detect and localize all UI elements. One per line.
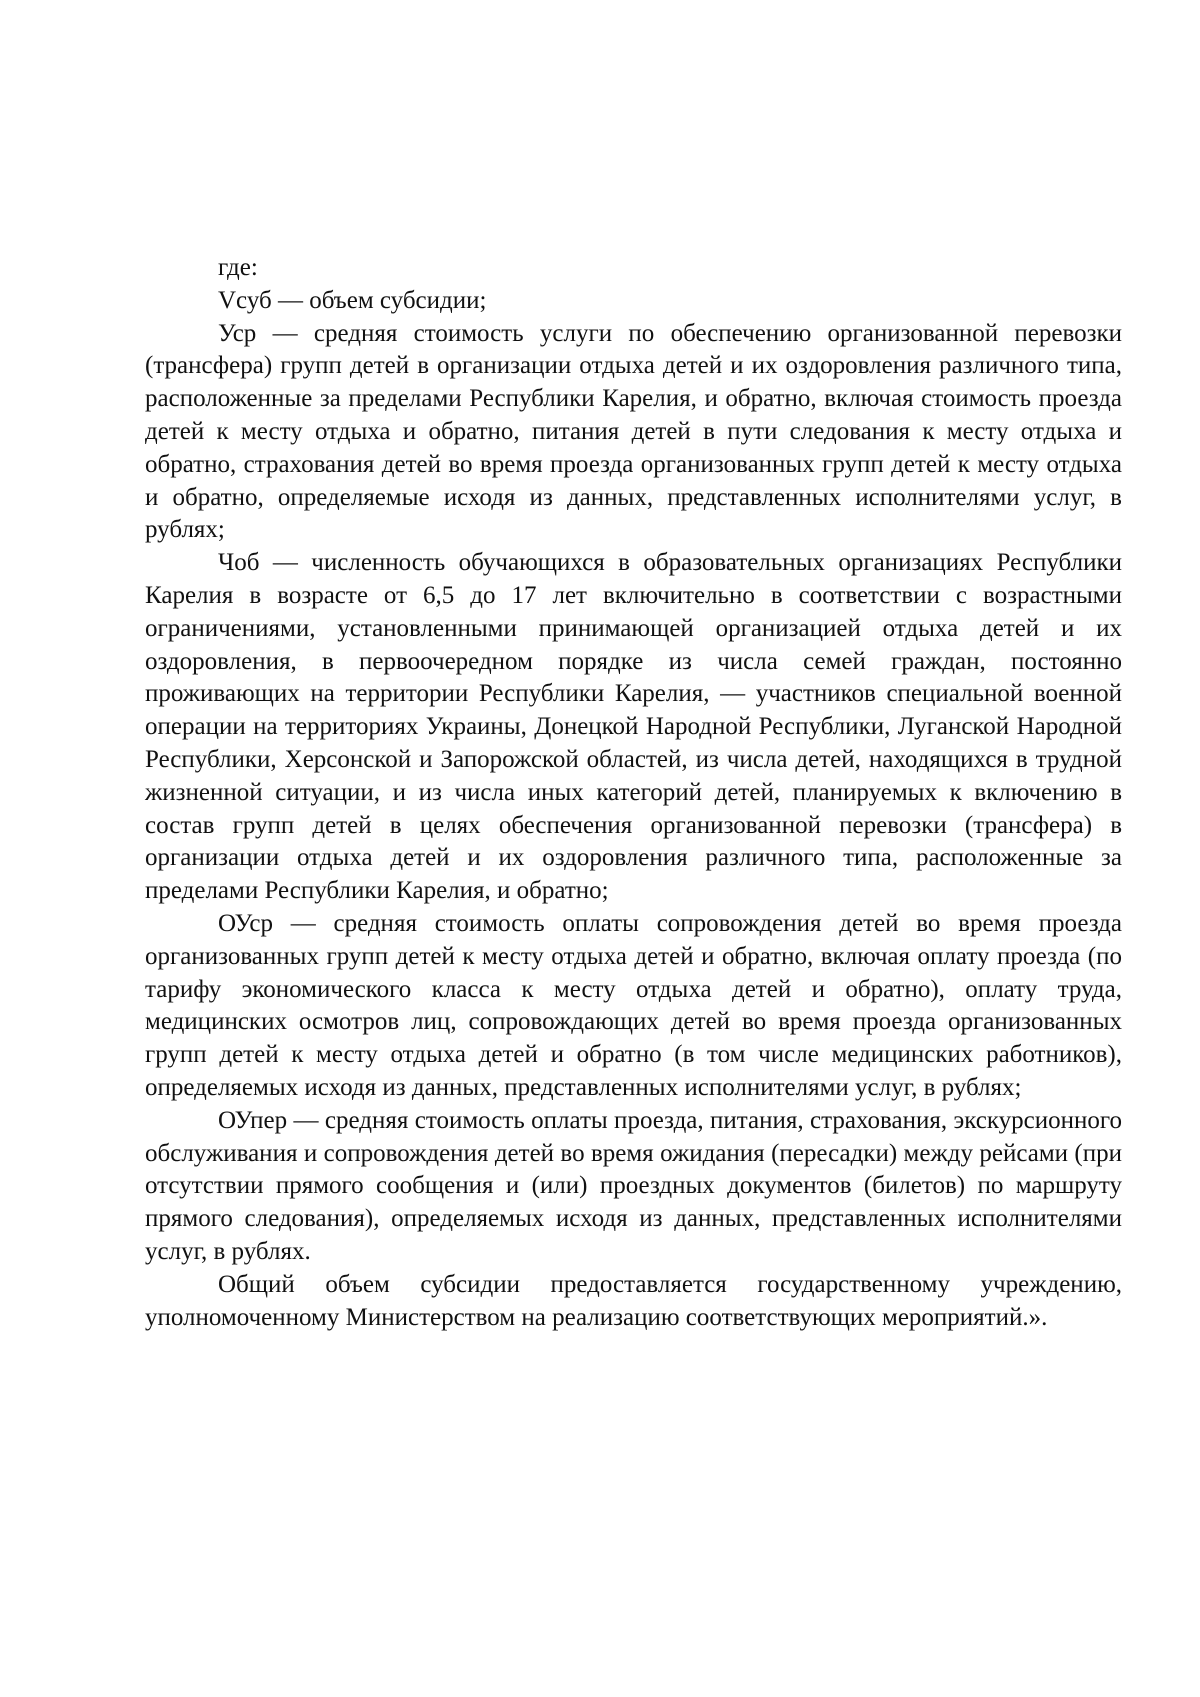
paragraph-where: где: [218,254,258,281]
paragraph-ousr-definition: ОУср — средняя стоимость оплаты сопровождения детей во время проезда организованных групп детей к месту отдыха детей и обратно, включая оплату проезда (по тарифу экономического класса к месту отдыха детей и обратно), оплату труда, медицинских осмотров лиц, сопровождающих детей во время проезда организованных групп детей к месту отдыха детей и обратно (в том числе медицинских работников), определяемых исходя из данных, представленных исполнителями услуг, в рублях; [145,909,1122,1101]
paragraph-vsub-definition: Vсуб — объем субсидии; [218,286,487,314]
paragraph-chob-definition: Чоб — численность обучающихся в образовательных организациях Республики Карелия в возрасте от 6,5 до 17 лет включительно в соответствии с возрастными ограничениями, установленными принимающей организацией отдыха детей и их оздоровления, в первоочередном порядке из числа семей граждан, постоянно проживающих на территории Республики Карелия, — участников специальной военной операции на территориях Украины, Донецкой Народной Республики, Луганской Народной Республики, Херсонской и Запорожской областей, из числа детей, находящихся в трудной жизненной ситуации, и из числа иных категорий детей, планируемых к включению в состав групп детей в целях обеспечения организованной перевозки (трансфера) в организации отдыха детей и их оздоровления различного типа, расположенные за пределами Республики Карелия, и обратно; [145,549,1122,905]
paragraph-total-subsidy: Общий объем субсидии предоставляется государственному учреждению, уполномоченному Министерством на реализацию соответствующих мероприятий.». [145,1270,1122,1331]
document-body [145,252,1122,1334]
paragraph-usr-definition: Уср — средняя стоимость услуги по обеспечению организованной перевозки (трансфера) групп детей в организации отдыха детей и их оздоровления различного типа, расположенные за пределами Республики Карелия, и обратно, включая стоимость проезда детей к месту отдыха и обратно, питания детей в пути следования к месту отдыха и обратно, страхования детей во время проезда организованных групп детей к месту отдыха и обратно, определяемые исходя из данных, представленных исполнителями услуг, в рублях; [145,319,1122,544]
paragraph-ouper-definition: ОУпер — средняя стоимость оплаты проезда, питания, страхования, экскурсионного обслуживания и сопровождения детей во время ожидания (пересадки) между рейсами (при отсутствии прямого сообщения и (или) проездных документов (билетов) по маршруту прямого следования), определяемых исходя из данных, представленных исполнителями услуг, в рублях. [145,1106,1122,1265]
